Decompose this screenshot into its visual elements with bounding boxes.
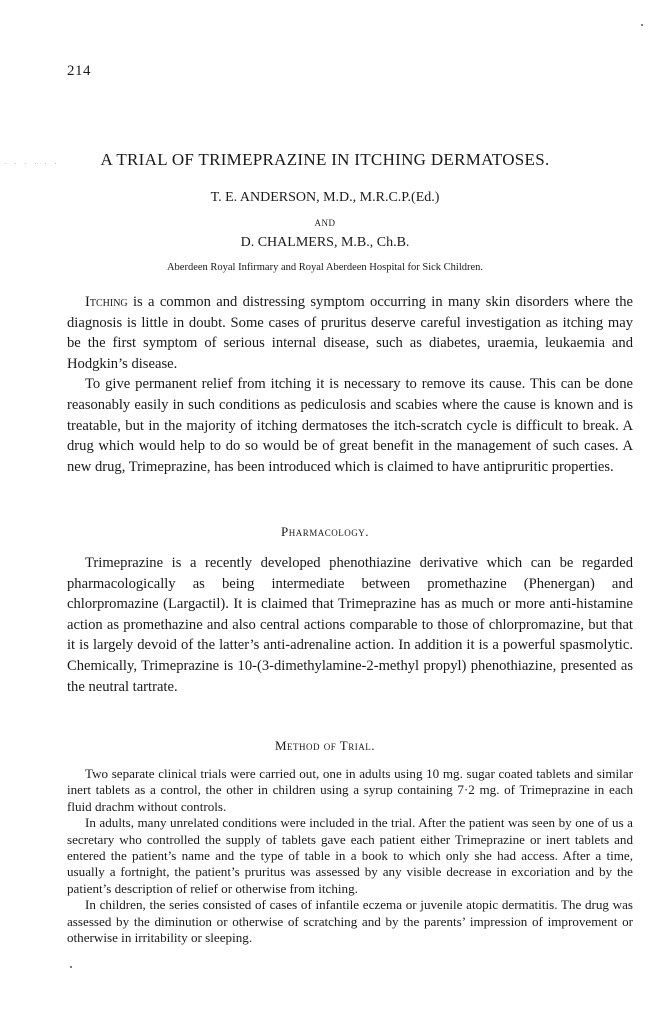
section-heading-pharmacology: Pharmacology. <box>281 524 369 539</box>
section-heading-method: Method of Trial. <box>274 738 375 753</box>
scan-speck <box>70 966 72 968</box>
method-paragraph: In adults, many unrelated conditions were included in the trial. After the patient was seen by one of us a secretary who controlled the supply of tablets gave each patient either Trimeprazine or inert tablets and entered the patient’s name and the type of table in a book to which only she had access. After a time, usually a fortnight, the patient’s pruritus was assessed by any visible decrease in excoriation and by the patient’s description of relief or otherwise from itching. <box>67 815 633 896</box>
pharmacology-paragraph: Trimeprazine is a recently developed phenothiazine derivative which can be regarded pharmacologically as being intermediate between promethazine (Phenergan) and chlorpromazine (Largactil). It is claimed that Trimeprazine has as much or more anti-histamine action as promethazine and also central actions comparable to those of chlorpromazine, but that it is largely devoid of the latter’s anti-adrenaline action. In addition it is a powerful spasmolytic. Chemically, Trimeprazine is 10-(3-dimethylamine-2-methyl propyl) phenothiazine, presented as the neutral tartrate. <box>67 555 633 695</box>
introduction-section <box>67 292 633 477</box>
intro-paragraph: To give permanent relief from itching it is necessary to remove its cause. This can be done reasonably easily in such conditions as pediculosis and scabies where the cause is known and is treatable, but in the majority of itching dermatoses the itch-scratch cycle is difficult to break. A drug which would help to do so would be of great benefit in the management of such cases. A new drug, Trimeprazine, has been introduced which is claimed to have antipruritic properties. <box>67 376 633 475</box>
author-chalmers: D. CHALMERS, M.B., Ch.B. <box>240 235 410 250</box>
pharmacology-section <box>67 553 633 697</box>
article-title: A TRIAL OF TRIMEPRAZINE IN ITCHING DERMATOSES. <box>100 150 550 169</box>
method-paragraph: In children, the series consisted of cases of infantile eczema or juvenile atopic dermatitis. The drug was assessed by the diminution or otherwise of scratching and by the parents’ impression of improvement or otherwise in irritability or sleeping. <box>67 897 633 946</box>
affiliation: Aberdeen Royal Infirmary and Royal Aberdeen Hospital for Sick Children. <box>166 262 484 273</box>
method-section <box>67 766 633 946</box>
scan-artifact-dots: · · · · · · <box>4 160 60 168</box>
author-anderson: T. E. ANDERSON, M.D., M.R.C.P.(Ed.) <box>210 190 440 205</box>
method-paragraph: Two separate clinical trials were carried out, one in adults using 10 mg. sugar coated tablets and similar inert tablets as a control, the other in children using a syrup containing 7·2 mg. of Trimeprazine in each fluid drachm without controls. <box>67 766 633 814</box>
intro-paragraph <box>67 292 633 374</box>
intro-paragraph-text: is a common and distressing symptom occurring in many skin disorders where the diagnosis is little in doubt. Some cases of pruritus deserve careful investigation as itching may be the first symptom of serious internal disease, such as diabetes, uraemia, leukaemia and Hodgkin’s disease. <box>67 294 633 372</box>
lead-word: Itching <box>85 294 128 310</box>
author-conjunction: AND <box>314 218 336 228</box>
scan-speck <box>641 24 643 26</box>
page-number: 214 <box>67 63 91 79</box>
